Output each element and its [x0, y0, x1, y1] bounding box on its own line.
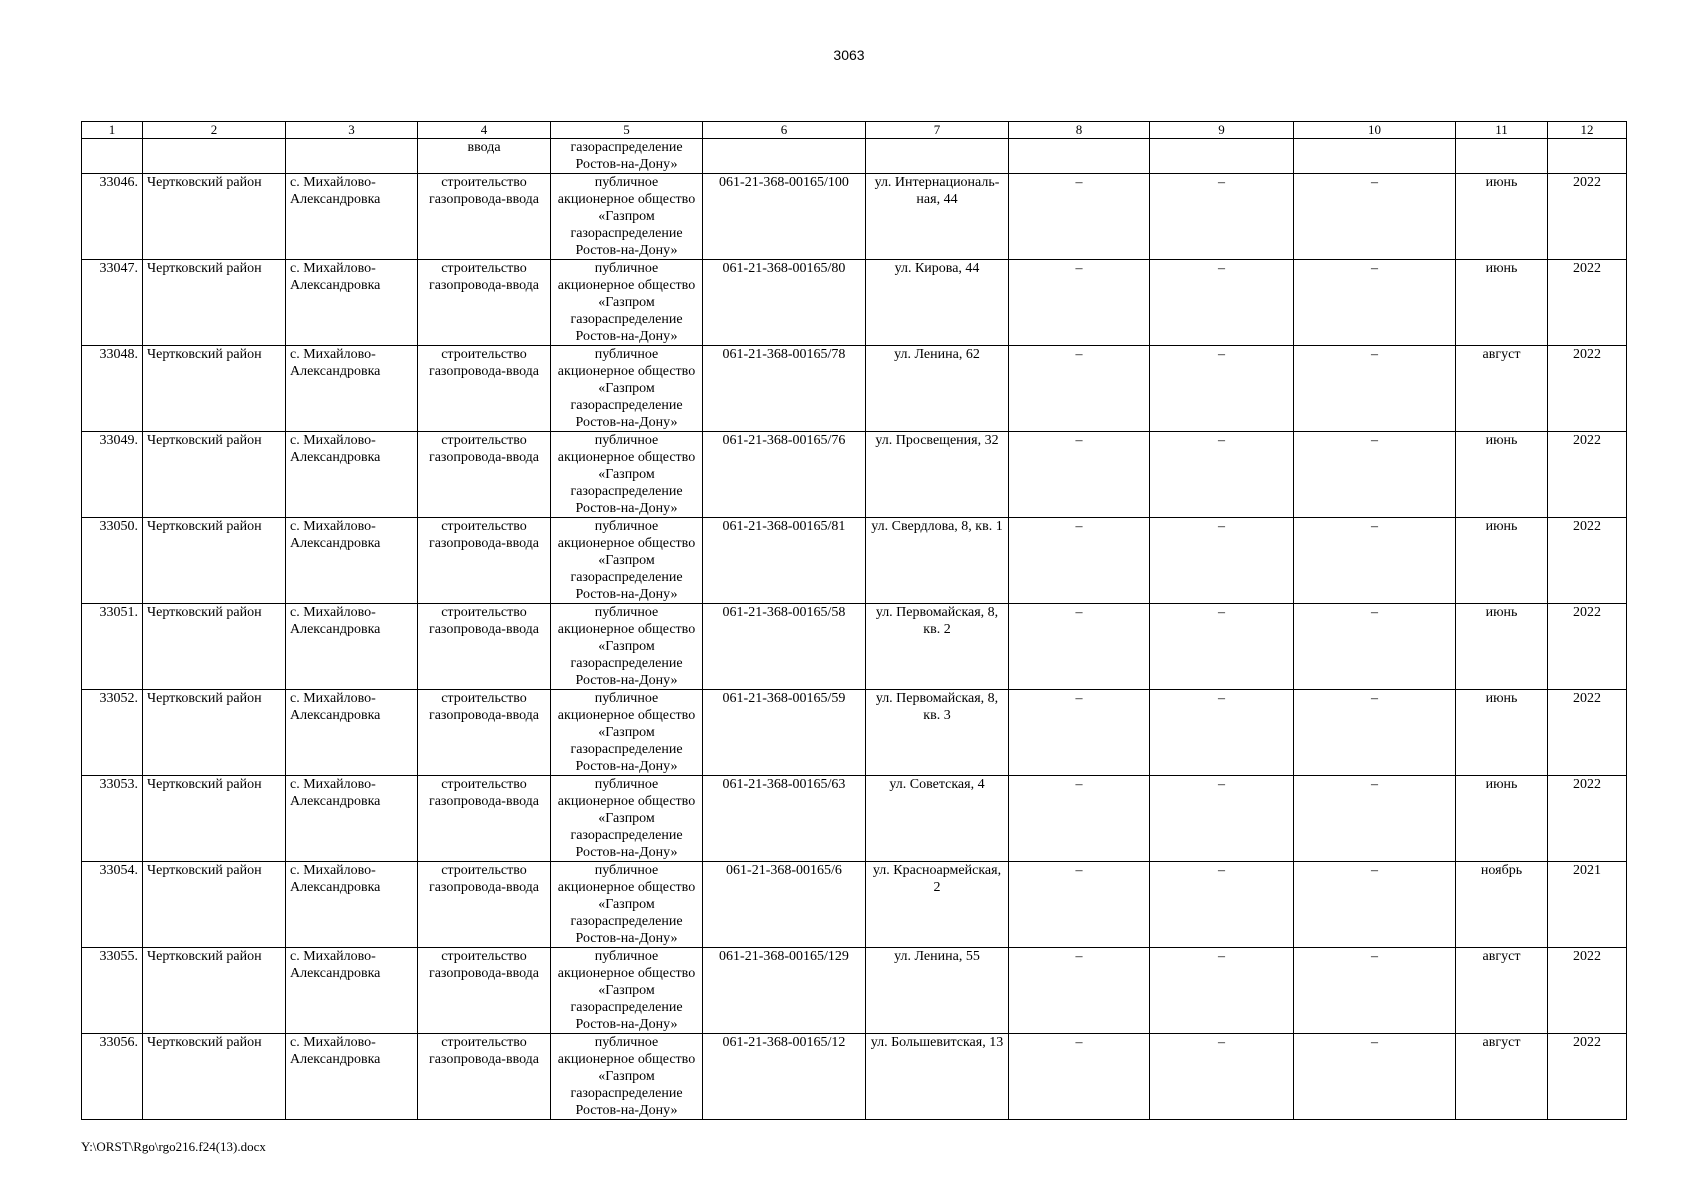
cell-district: Чертковский район	[143, 346, 286, 432]
cell-number: 33056.	[82, 1034, 143, 1120]
cell-locality: с. Михайлово-Александровка	[286, 690, 418, 776]
column-number-row	[82, 122, 1627, 139]
cell-col9: –	[1150, 862, 1294, 948]
column-header: 11	[1456, 122, 1548, 139]
table-row	[82, 776, 1627, 862]
column-header: 5	[551, 122, 703, 139]
cell-district	[143, 139, 286, 174]
cell-year: 2022	[1548, 948, 1627, 1034]
cell-number: 33048.	[82, 346, 143, 432]
table-row	[82, 432, 1627, 518]
cell-locality: с. Михайлово-Александровка	[286, 260, 418, 346]
cell-col9: –	[1150, 260, 1294, 346]
column-header: 2	[143, 122, 286, 139]
cell-organization: публичное акционерное общество «Газпром газораспределение Ростов-на-Дону»	[551, 346, 703, 432]
cell-col10: –	[1294, 604, 1456, 690]
cell-col8: –	[1009, 174, 1150, 260]
cell-organization: публичное акционерное общество «Газпром газораспределение Ростов-на-Дону»	[551, 518, 703, 604]
cell-year	[1548, 139, 1627, 174]
cell-col8	[1009, 139, 1150, 174]
cell-col9: –	[1150, 174, 1294, 260]
cell-month: август	[1456, 346, 1548, 432]
table-body	[82, 122, 1627, 1120]
cell-year: 2022	[1548, 432, 1627, 518]
cell-work: ввода	[418, 139, 551, 174]
cell-organization: публичное акционерное общество «Газпром газораспределение Ростов-на-Дону»	[551, 174, 703, 260]
cell-col10: –	[1294, 1034, 1456, 1120]
column-header: 1	[82, 122, 143, 139]
cell-locality: с. Михайлово-Александровка	[286, 862, 418, 948]
cell-organization: публичное акционерное общество «Газпром газораспределение Ростов-на-Дону»	[551, 604, 703, 690]
continuation-row	[82, 139, 1627, 174]
cell-year: 2022	[1548, 174, 1627, 260]
cell-code: 061-21-368-00165/63	[703, 776, 866, 862]
cell-work: строительство газопровода-ввода	[418, 174, 551, 260]
cell-code: 061-21-368-00165/59	[703, 690, 866, 776]
cell-col10: –	[1294, 174, 1456, 260]
cell-col10: –	[1294, 260, 1456, 346]
cell-number: 33053.	[82, 776, 143, 862]
column-header: 9	[1150, 122, 1294, 139]
cell-address: ул. Интернациональ-ная, 44	[866, 174, 1009, 260]
cell-month: июнь	[1456, 690, 1548, 776]
cell-work: строительство газопровода-ввода	[418, 776, 551, 862]
cell-work: строительство газопровода-ввода	[418, 518, 551, 604]
table-row	[82, 174, 1627, 260]
cell-year: 2022	[1548, 518, 1627, 604]
cell-col8: –	[1009, 862, 1150, 948]
cell-col9	[1150, 139, 1294, 174]
cell-number: 33052.	[82, 690, 143, 776]
page-number: 3063	[833, 47, 865, 63]
cell-district: Чертковский район	[143, 948, 286, 1034]
cell-number: 33046.	[82, 174, 143, 260]
cell-locality: с. Михайлово-Александровка	[286, 518, 418, 604]
cell-code: 061-21-368-00165/78	[703, 346, 866, 432]
cell-organization: публичное акционерное общество «Газпром газораспределение Ростов-на-Дону»	[551, 260, 703, 346]
cell-col9: –	[1150, 948, 1294, 1034]
cell-number: 33050.	[82, 518, 143, 604]
cell-col9: –	[1150, 604, 1294, 690]
cell-col9: –	[1150, 518, 1294, 604]
cell-month: июнь	[1456, 604, 1548, 690]
table-row	[82, 862, 1627, 948]
column-header: 3	[286, 122, 418, 139]
cell-district: Чертковский район	[143, 432, 286, 518]
cell-year: 2022	[1548, 776, 1627, 862]
cell-organization: публичное акционерное общество «Газпром газораспределение Ростов-на-Дону»	[551, 948, 703, 1034]
cell-locality: с. Михайлово-Александровка	[286, 776, 418, 862]
cell-address: ул. Свердлова, 8, кв. 1	[866, 518, 1009, 604]
cell-work: строительство газопровода-ввода	[418, 948, 551, 1034]
table-row	[82, 690, 1627, 776]
cell-address: ул. Ленина, 62	[866, 346, 1009, 432]
cell-year: 2022	[1548, 1034, 1627, 1120]
cell-col9: –	[1150, 432, 1294, 518]
column-header: 6	[703, 122, 866, 139]
cell-col8: –	[1009, 776, 1150, 862]
cell-address: ул. Первомайская, 8, кв. 2	[866, 604, 1009, 690]
cell-col10: –	[1294, 776, 1456, 862]
cell-month: август	[1456, 948, 1548, 1034]
cell-col10: –	[1294, 862, 1456, 948]
cell-month: июнь	[1456, 518, 1548, 604]
cell-col9: –	[1150, 690, 1294, 776]
cell-number	[82, 139, 143, 174]
cell-code: 061-21-368-00165/100	[703, 174, 866, 260]
cell-number: 33047.	[82, 260, 143, 346]
cell-col8: –	[1009, 604, 1150, 690]
cell-district: Чертковский район	[143, 1034, 286, 1120]
cell-col8: –	[1009, 518, 1150, 604]
cell-organization: публичное акционерное общество «Газпром газораспределение Ростов-на-Дону»	[551, 776, 703, 862]
cell-district: Чертковский район	[143, 604, 286, 690]
cell-col10: –	[1294, 948, 1456, 1034]
table-row	[82, 1034, 1627, 1120]
cell-work: строительство газопровода-ввода	[418, 604, 551, 690]
cell-organization: публичное акционерное общество «Газпром газораспределение Ростов-на-Дону»	[551, 1034, 703, 1120]
cell-number: 33051.	[82, 604, 143, 690]
cell-code: 061-21-368-00165/76	[703, 432, 866, 518]
cell-col8: –	[1009, 1034, 1150, 1120]
cell-organization: газораспределение Ростов-на-Дону»	[551, 139, 703, 174]
cell-col8: –	[1009, 260, 1150, 346]
cell-year: 2022	[1548, 604, 1627, 690]
cell-district: Чертковский район	[143, 690, 286, 776]
cell-col8: –	[1009, 690, 1150, 776]
cell-locality: с. Михайлово-Александровка	[286, 174, 418, 260]
cell-col9: –	[1150, 776, 1294, 862]
cell-address: ул. Красноармейская, 2	[866, 862, 1009, 948]
cell-district: Чертковский район	[143, 518, 286, 604]
cell-work: строительство газопровода-ввода	[418, 260, 551, 346]
cell-locality: с. Михайлово-Александровка	[286, 432, 418, 518]
cell-col10: –	[1294, 346, 1456, 432]
cell-address: ул. Советская, 4	[866, 776, 1009, 862]
cell-work: строительство газопровода-ввода	[418, 432, 551, 518]
table-row	[82, 604, 1627, 690]
table-row	[82, 518, 1627, 604]
cell-number: 33049.	[82, 432, 143, 518]
cell-organization: публичное акционерное общество «Газпром газораспределение Ростов-на-Дону»	[551, 690, 703, 776]
cell-year: 2022	[1548, 346, 1627, 432]
cell-month: июнь	[1456, 174, 1548, 260]
cell-locality: с. Михайлово-Александровка	[286, 948, 418, 1034]
cell-work: строительство газопровода-ввода	[418, 346, 551, 432]
column-header: 7	[866, 122, 1009, 139]
cell-address	[866, 139, 1009, 174]
cell-col10: –	[1294, 518, 1456, 604]
cell-month: июнь	[1456, 776, 1548, 862]
cell-col8: –	[1009, 948, 1150, 1034]
column-header: 8	[1009, 122, 1150, 139]
cell-code	[703, 139, 866, 174]
cell-address: ул. Ленина, 55	[866, 948, 1009, 1034]
cell-address: ул. Просвещения, 32	[866, 432, 1009, 518]
table-row	[82, 346, 1627, 432]
cell-address: ул. Первомайская, 8, кв. 3	[866, 690, 1009, 776]
table-row	[82, 948, 1627, 1034]
footer-file-path: Y:\ORST\Rgo\rgo216.f24(13).docx	[81, 1139, 266, 1154]
cell-code: 061-21-368-00165/6	[703, 862, 866, 948]
cell-work: строительство газопровода-ввода	[418, 1034, 551, 1120]
cell-month: август	[1456, 1034, 1548, 1120]
cell-address: ул. Большевитская, 13	[866, 1034, 1009, 1120]
cell-work: строительство газопровода-ввода	[418, 690, 551, 776]
cell-code: 061-21-368-00165/80	[703, 260, 866, 346]
cell-district: Чертковский район	[143, 260, 286, 346]
cell-code: 061-21-368-00165/12	[703, 1034, 866, 1120]
cell-col10: –	[1294, 690, 1456, 776]
column-header: 4	[418, 122, 551, 139]
cell-code: 061-21-368-00165/129	[703, 948, 866, 1034]
cell-address: ул. Кирова, 44	[866, 260, 1009, 346]
cell-col8: –	[1009, 432, 1150, 518]
cell-code: 061-21-368-00165/58	[703, 604, 866, 690]
cell-col9: –	[1150, 346, 1294, 432]
cell-month: июнь	[1456, 432, 1548, 518]
cell-number: 33054.	[82, 862, 143, 948]
cell-month: ноябрь	[1456, 862, 1548, 948]
cell-work: строительство газопровода-ввода	[418, 862, 551, 948]
cell-organization: публичное акционерное общество «Газпром газораспределение Ростов-на-Дону»	[551, 432, 703, 518]
cell-locality: с. Михайлово-Александровка	[286, 1034, 418, 1120]
cell-district: Чертковский район	[143, 776, 286, 862]
cell-col9: –	[1150, 1034, 1294, 1120]
cell-locality: с. Михайлово-Александровка	[286, 346, 418, 432]
cell-year: 2021	[1548, 862, 1627, 948]
column-header: 10	[1294, 122, 1456, 139]
cell-locality	[286, 139, 418, 174]
cell-col10: –	[1294, 432, 1456, 518]
cell-year: 2022	[1548, 690, 1627, 776]
table-row	[82, 260, 1627, 346]
cell-number: 33055.	[82, 948, 143, 1034]
cell-month: июнь	[1456, 260, 1548, 346]
column-header: 12	[1548, 122, 1627, 139]
cell-organization: публичное акционерное общество «Газпром газораспределение Ростов-на-Дону»	[551, 862, 703, 948]
cell-year: 2022	[1548, 260, 1627, 346]
cell-col8: –	[1009, 346, 1150, 432]
data-table	[81, 121, 1627, 1120]
cell-district: Чертковский район	[143, 174, 286, 260]
cell-district: Чертковский район	[143, 862, 286, 948]
cell-col10	[1294, 139, 1456, 174]
cell-code: 061-21-368-00165/81	[703, 518, 866, 604]
cell-month	[1456, 139, 1548, 174]
cell-locality: с. Михайлово-Александровка	[286, 604, 418, 690]
